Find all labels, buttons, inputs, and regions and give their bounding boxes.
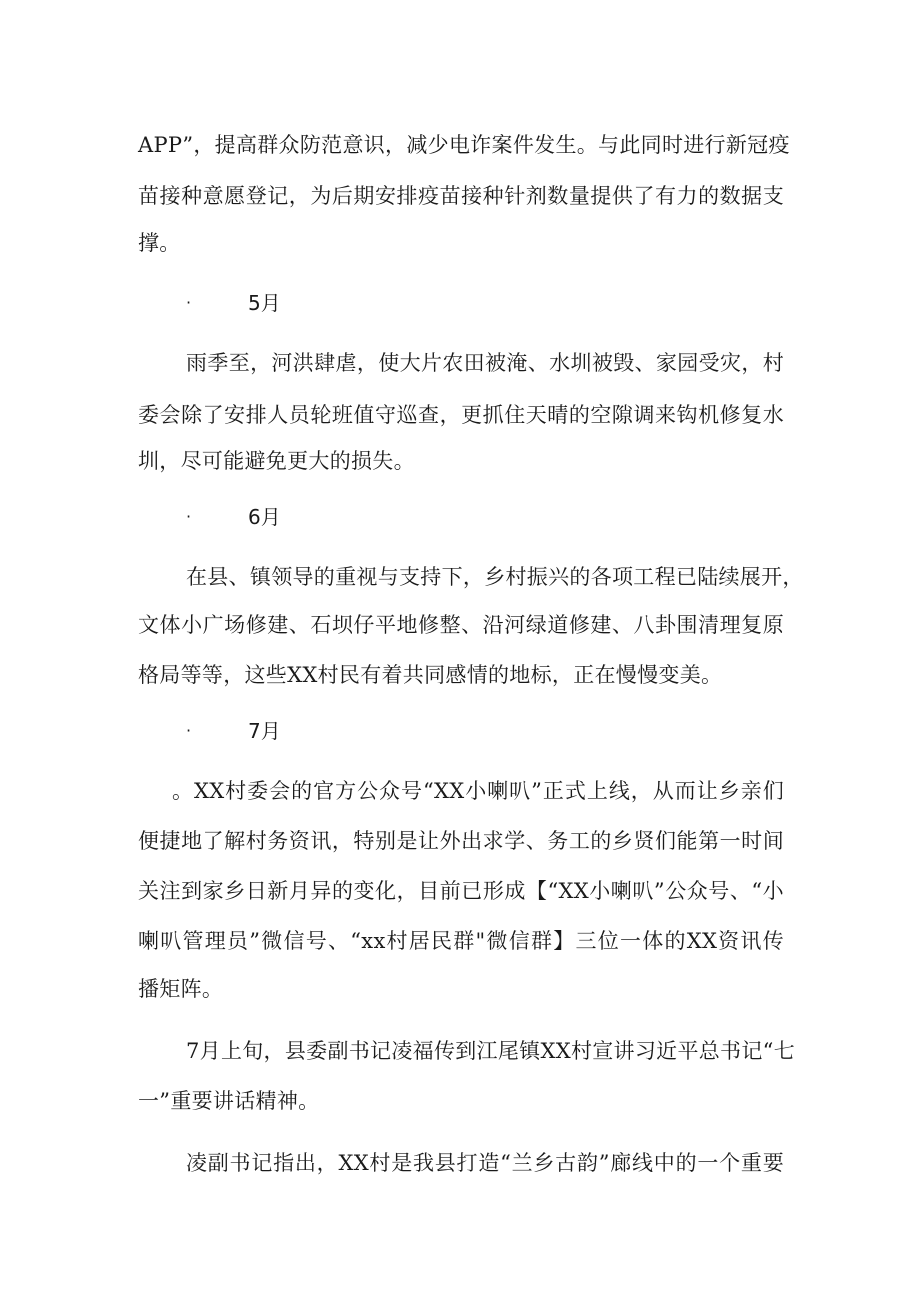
paragraph-4-line-1: 。XX村委会的官方公众号“XX小喇叭”正式上线，从而让乡亲们 bbox=[172, 779, 784, 803]
paragraph-2-line-1: 雨季至，河洪肆虐，使大片农田被淹、水圳被毁、家园受灾，村 bbox=[186, 351, 784, 375]
paragraph-5-line-1: 7月上旬，县委副书记凌福传到江尾镇XX村宣讲习近平总书记“七 bbox=[186, 1039, 795, 1063]
paragraph-1-line-3: 撑。 bbox=[138, 231, 181, 255]
paragraph-2-line-3: 圳，尽可能避免更大的损失。 bbox=[138, 449, 415, 473]
bullet-label-june: 6月 bbox=[248, 505, 281, 529]
bullet-dot-icon: · bbox=[186, 507, 192, 526]
bullet-label-may: 5月 bbox=[248, 291, 281, 315]
paragraph-4-line-2: 便捷地了解村务资讯，特别是让外出求学、务工的乡贤们能第一时间 bbox=[138, 829, 784, 853]
paragraph-3-line-1: 在县、镇领导的重视与支持下，乡村振兴的各项工程已陆续展开， bbox=[186, 565, 804, 589]
paragraph-3-line-3: 格局等等，这些XX村民有着共同感情的地标，正在慢慢变美。 bbox=[138, 663, 723, 687]
bullet-dot-icon: · bbox=[186, 721, 192, 740]
paragraph-4-line-5: 播矩阵。 bbox=[138, 977, 224, 1001]
paragraph-6-line-1: 凌副书记指出，XX村是我县打造“兰乡古韵”廊线中的一个重要 bbox=[186, 1151, 784, 1175]
paragraph-1-line-1: APP”，提高群众防范意识，减少电诈案件发生。与此同时进行新冠疫 bbox=[138, 133, 790, 157]
paragraph-3-line-2: 文体小广场修建、石坝仔平地修整、沿河绿道修建、八卦围清理复原 bbox=[138, 613, 784, 637]
bullet-dot-icon: · bbox=[186, 293, 192, 312]
paragraph-4-line-3: 关注到家乡日新月异的变化，目前已形成【“XX小喇叭”公众号、“小 bbox=[138, 879, 784, 903]
paragraph-2-line-2: 委会除了安排人员轮班值守巡查，更抓住天晴的空隙调来钩机修复水 bbox=[138, 403, 784, 427]
bullet-label-july: 7月 bbox=[248, 719, 281, 743]
paragraph-5-line-2: 一”重要讲话精神。 bbox=[138, 1089, 320, 1113]
paragraph-4-line-4: 喇叭管理员”微信号、“xx村居民群"微信群】三位一体的XX资讯传 bbox=[138, 929, 784, 953]
paragraph-1-line-2: 苗接种意愿登记，为后期安排疫苗接种针剂数量提供了有力的数据支 bbox=[138, 184, 784, 208]
